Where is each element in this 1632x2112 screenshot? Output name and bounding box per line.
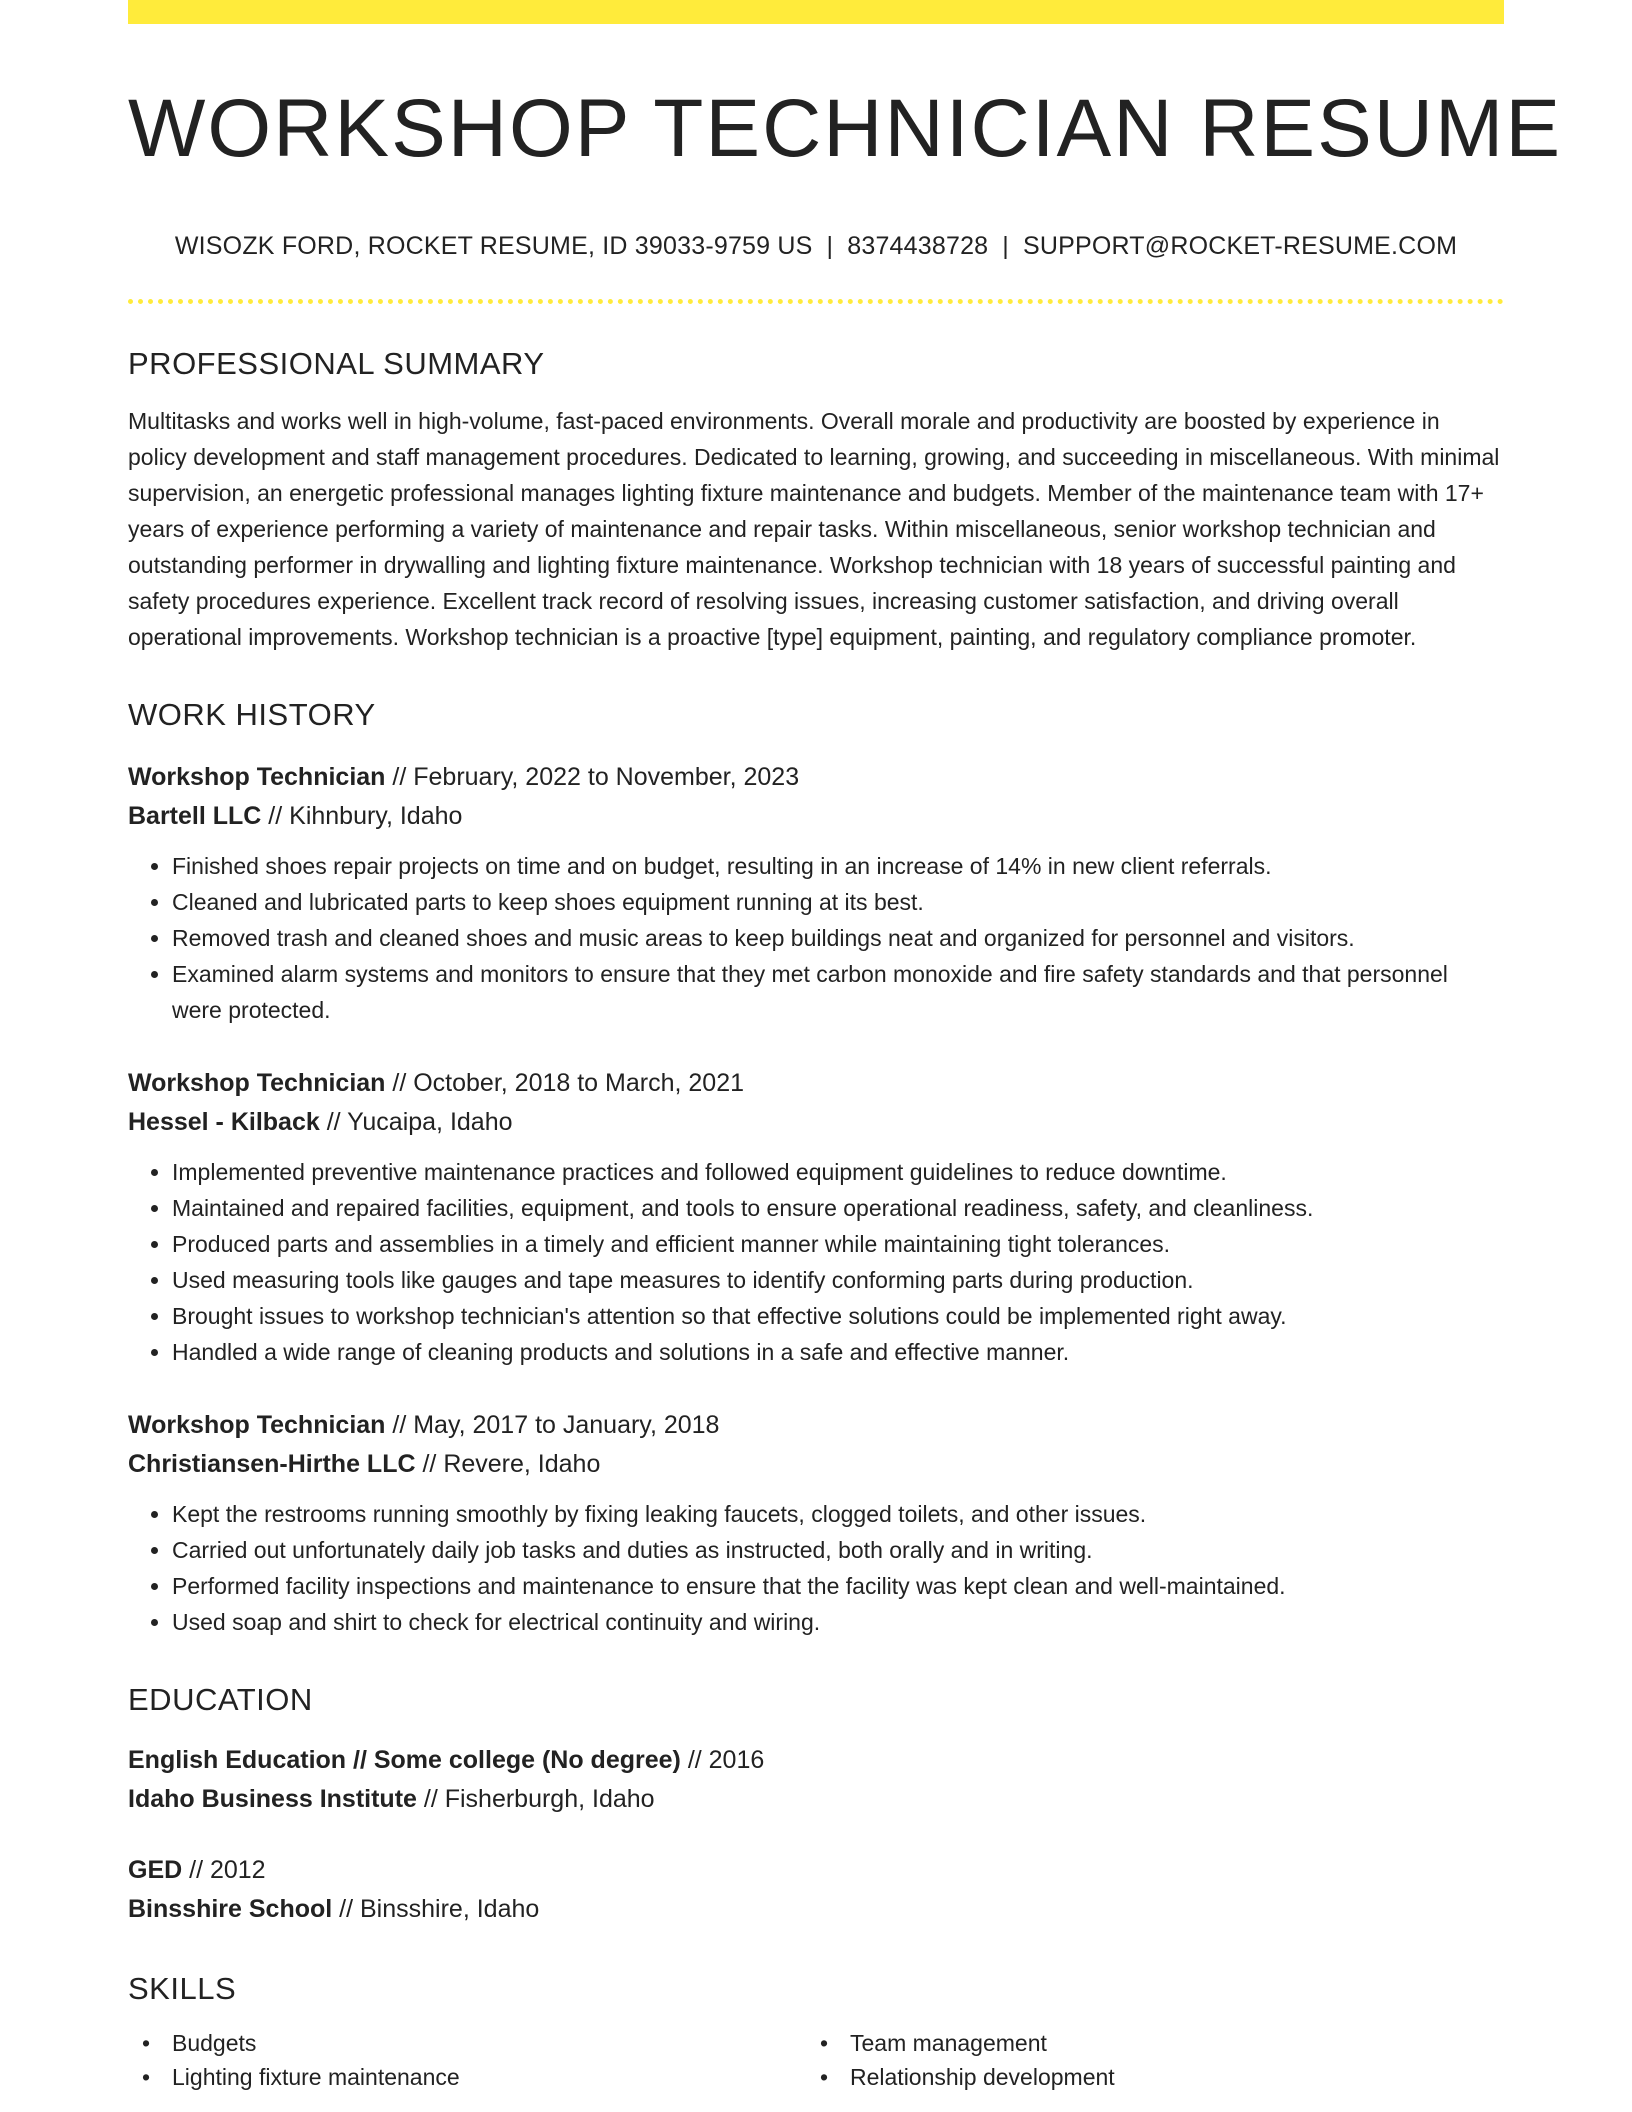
list-item: • Budgets bbox=[128, 2026, 806, 2060]
education-degree-line bbox=[128, 1741, 1504, 1780]
job-dates: // May, 2017 to January, 2018 bbox=[385, 1411, 720, 1440]
education-year: // 2016 bbox=[680, 1746, 765, 1775]
education-degree-line bbox=[128, 1851, 1504, 1890]
job-bullets bbox=[128, 848, 1504, 1028]
list-item: • Carried out unfortunately daily job tasks and duties as instructed, both orally and in writing. bbox=[172, 1532, 1504, 1568]
page-title: WORKSHOP TECHNICIAN RESUME bbox=[128, 83, 1563, 174]
list-item: • Relationship development bbox=[806, 2060, 1484, 2094]
job-dates: // October, 2018 to March, 2021 bbox=[385, 1069, 744, 1098]
job-company: Christiansen-Hirthe LLC bbox=[128, 1450, 416, 1479]
list-item: • Handled a wide range of cleaning products and solutions in a safe and effective manner. bbox=[172, 1334, 1504, 1370]
job-company: Bartell LLC bbox=[128, 802, 262, 831]
list-item: • Team management bbox=[806, 2026, 1484, 2060]
job-location: // Yucaipa, Idaho bbox=[319, 1108, 513, 1137]
job-entry bbox=[128, 1064, 1504, 1370]
list-item: • Performed facility inspections and maintenance to ensure that the facility was kept clean and well-maintained. bbox=[172, 1568, 1504, 1604]
summary-text: Multitasks and works well in high-volume, fast-paced environments. Overall morale and productivity are boosted by experience in policy development and staff management procedures. Dedicated to learning, growing, and succeeding in miscellaneous. With minimal supervision, an energetic professional manages lighting fixture maintenance and budgets. Member of the maintenance team with 17+ years of experience performing a variety of maintenance and repair tasks. Within miscellaneous, senior workshop technician and outstanding performer in drywalling and lighting fixture maintenance. Workshop technician with 18 years of successful painting and safety procedures experience. Excellent track record of resolving issues, increasing customer satisfaction, and driving overall operational improvements. Workshop technician is a proactive [type] equipment, painting, and regulatory compliance promoter. bbox=[128, 408, 1500, 651]
list-item: • Examined alarm systems and monitors to ensure that they met carbon monoxide and fire safety standards and that personnel were protected. bbox=[172, 956, 1504, 1028]
job-title: Workshop Technician bbox=[128, 1411, 386, 1440]
list-item: • Finished shoes repair projects on time and on budget, resulting in an increase of 14% in new client referrals. bbox=[172, 848, 1504, 884]
list-item: • Maintained and repaired facilities, equipment, and tools to ensure operational readiness, safety, and cleanliness. bbox=[172, 1190, 1504, 1226]
summary-heading: PROFESSIONAL SUMMARY bbox=[128, 346, 545, 382]
contact-email: SUPPORT@ROCKET-RESUME.COM bbox=[1022, 232, 1458, 261]
education-location: // Binsshire, Idaho bbox=[332, 1895, 540, 1924]
job-location: // Revere, Idaho bbox=[415, 1450, 601, 1479]
contact-separator: | bbox=[1002, 232, 1009, 261]
contact-phone: 8374438728 bbox=[847, 232, 989, 261]
list-item: • Lighting fixture maintenance bbox=[128, 2060, 806, 2094]
education-degree: GED bbox=[128, 1856, 183, 1885]
job-title-line bbox=[128, 1406, 1504, 1445]
job-bullets bbox=[128, 1154, 1504, 1370]
list-item: • Removed trash and cleaned shoes and music areas to keep buildings neat and organized for personnel and visitors. bbox=[172, 920, 1504, 956]
job-location: // Kihnbury, Idaho bbox=[261, 802, 463, 831]
education-heading: EDUCATION bbox=[128, 1682, 313, 1718]
education-school-line bbox=[128, 1780, 1504, 1819]
job-title-line bbox=[128, 1064, 1504, 1103]
education-entry bbox=[128, 1741, 1504, 1819]
education-school-line bbox=[128, 1890, 1504, 1929]
job-title-line bbox=[128, 758, 1504, 797]
contact-line bbox=[128, 232, 1504, 261]
skills-list bbox=[128, 2026, 1504, 2094]
list-item: • Brought issues to workshop technician's attention so that effective solutions could be implemented right away. bbox=[172, 1298, 1504, 1334]
resume-page bbox=[128, 0, 1563, 2094]
contact-separator: | bbox=[826, 232, 834, 261]
education-degree: English Education // Some college (No degree) bbox=[128, 1746, 681, 1775]
job-entry bbox=[128, 758, 1504, 1028]
job-company-line bbox=[128, 1445, 1504, 1484]
education-year: // 2012 bbox=[182, 1856, 266, 1885]
education-school: Binsshire School bbox=[128, 1895, 333, 1924]
job-company-line bbox=[128, 797, 1504, 836]
list-item: • Produced parts and assemblies in a timely and efficient manner while maintaining tight tolerances. bbox=[172, 1226, 1504, 1262]
top-accent-bar bbox=[128, 0, 1504, 24]
job-entry bbox=[128, 1406, 1504, 1640]
job-dates: // February, 2022 to November, 2023 bbox=[385, 763, 800, 792]
job-company: Hessel - Kilback bbox=[128, 1108, 320, 1137]
job-company-line bbox=[128, 1103, 1504, 1142]
list-item: • Kept the restrooms running smoothly by fixing leaking faucets, clogged toilets, and other issues. bbox=[172, 1496, 1504, 1532]
job-title: Workshop Technician bbox=[128, 763, 386, 792]
list-item: • Cleaned and lubricated parts to keep shoes equipment running at its best. bbox=[172, 884, 1504, 920]
work-history-heading: WORK HISTORY bbox=[128, 697, 376, 733]
header-divider bbox=[128, 299, 1504, 304]
education-entry bbox=[128, 1851, 1504, 1929]
list-item: • Used soap and shirt to check for electrical continuity and wiring. bbox=[172, 1604, 1504, 1640]
list-item: • Implemented preventive maintenance practices and followed equipment guidelines to reduce downtime. bbox=[172, 1154, 1504, 1190]
education-location: // Fisherburgh, Idaho bbox=[416, 1785, 655, 1814]
contact-address: WISOZK FORD, ROCKET RESUME, ID 39033-9759 US bbox=[174, 232, 813, 261]
skills-heading: SKILLS bbox=[128, 1971, 237, 2007]
education-school: Idaho Business Institute bbox=[128, 1785, 417, 1814]
list-item: • Used measuring tools like gauges and tape measures to identify conforming parts during production. bbox=[172, 1262, 1504, 1298]
job-title: Workshop Technician bbox=[128, 1069, 386, 1098]
job-bullets bbox=[128, 1496, 1504, 1640]
